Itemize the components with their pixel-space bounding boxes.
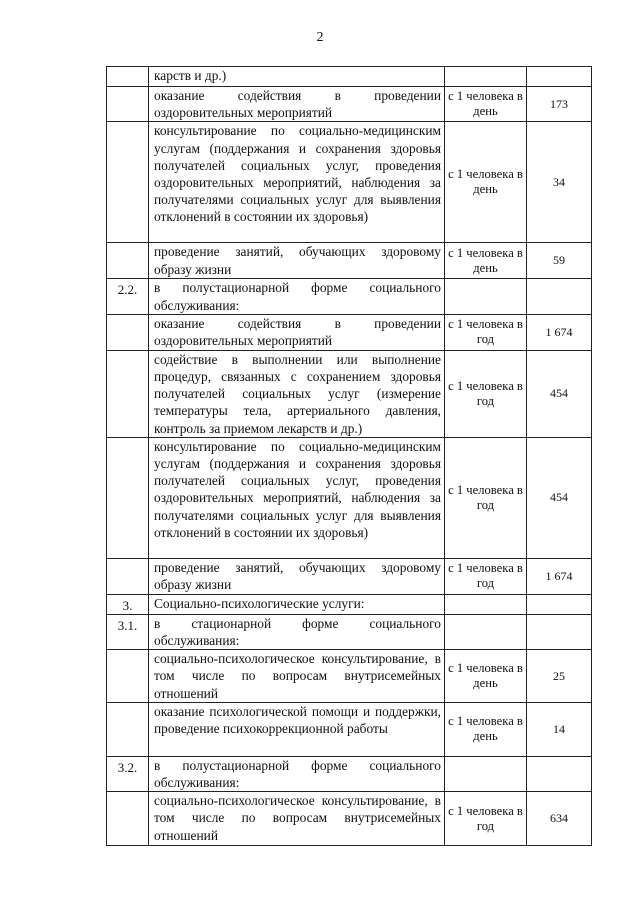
row-unit (445, 756, 527, 791)
row-unit: с 1 человека в день (445, 702, 527, 756)
row-number (107, 650, 149, 703)
row-unit: с 1 человека в день (445, 122, 527, 243)
row-value (527, 594, 592, 614)
row-value: 1 674 (527, 558, 592, 594)
row-value: 59 (527, 243, 592, 279)
row-number (107, 437, 149, 558)
page-number: 2 (316, 30, 324, 45)
row-description: содействие в выполнении или выполнение процедур, связанных с сохранением здоровья получателей социальных услуг (измерение температуры тела, артериального давления, контроль за приемом лекарств и др.) (149, 350, 445, 437)
row-value (527, 67, 592, 87)
row-number: 3.1. (107, 614, 149, 649)
row-unit: с 1 человека в год (445, 558, 527, 594)
row-value: 25 (527, 650, 592, 703)
row-unit: с 1 человека в год (445, 314, 527, 350)
services-table-body (107, 67, 592, 846)
row-description: проведение занятий, обучающих здоровому образу жизни (149, 243, 445, 279)
row-description: социально-психологическое консультирование, в том числе по вопросам внутрисемейных отношений (149, 792, 445, 846)
row-number (107, 314, 149, 350)
row-description: в полустационарной форме социального обслуживания: (149, 756, 445, 791)
table-row (107, 756, 592, 791)
row-number: 3. (107, 594, 149, 614)
row-value: 1 674 (527, 314, 592, 350)
row-number (107, 243, 149, 279)
row-number: 3.2. (107, 756, 149, 791)
row-value (527, 279, 592, 314)
row-number (107, 87, 149, 122)
row-number (107, 702, 149, 756)
row-description: Социально-психологические услуги: (149, 594, 445, 614)
row-number (107, 792, 149, 846)
row-value: 14 (527, 702, 592, 756)
row-description: консультирование по социально-медицинским услугам (поддержания и сохранения здоровья получателей социальных услуг, проведения оздоровительных мероприятий, наблюдения за получателями социальных услуг для выявления отклонений в состоянии их здоровья) (149, 437, 445, 558)
row-unit: с 1 человека в год (445, 437, 527, 558)
services-table (106, 66, 592, 846)
row-number: 2.2. (107, 279, 149, 314)
row-unit (445, 67, 527, 87)
table-row (107, 122, 592, 243)
row-description: оказание содействия в проведении оздоровительных мероприятий (149, 87, 445, 122)
row-value: 34 (527, 122, 592, 243)
row-description: оказание психологической помощи и поддержки, проведение психокоррекционной работы (149, 702, 445, 756)
table-row (107, 792, 592, 846)
table-row (107, 650, 592, 703)
row-number (107, 350, 149, 437)
row-value: 454 (527, 437, 592, 558)
table-row (107, 437, 592, 558)
row-description: оказание содействия в проведении оздоровительных мероприятий (149, 314, 445, 350)
row-value: 634 (527, 792, 592, 846)
row-unit: с 1 человека в день (445, 243, 527, 279)
row-unit (445, 614, 527, 649)
table-row (107, 558, 592, 594)
table-row (107, 594, 592, 614)
row-value: 454 (527, 350, 592, 437)
row-number (107, 558, 149, 594)
row-number (107, 67, 149, 87)
table-row (107, 314, 592, 350)
table-row (107, 243, 592, 279)
row-unit (445, 594, 527, 614)
row-unit: с 1 человека в год (445, 350, 527, 437)
row-unit: с 1 человека в день (445, 87, 527, 122)
row-value (527, 614, 592, 649)
row-description: карств и др.) (149, 67, 445, 87)
table-row (107, 702, 592, 756)
row-description: проведение занятий, обучающих здоровому образу жизни (149, 558, 445, 594)
row-number (107, 122, 149, 243)
row-unit (445, 279, 527, 314)
table-row (107, 279, 592, 314)
row-unit: с 1 человека в день (445, 650, 527, 703)
row-value (527, 756, 592, 791)
table-row (107, 67, 592, 87)
table-row (107, 614, 592, 649)
row-description: консультирование по социально-медицинским услугам (поддержания и сохранения здоровья получателей социальных услуг, проведения оздоровительных мероприятий, наблюдения за получателями социальных услуг для выявления отклонений в состоянии их здоровья) (149, 122, 445, 243)
table-row (107, 87, 592, 122)
row-description: социально-психологическое консультирование, в том числе по вопросам внутрисемейных отношений (149, 650, 445, 703)
row-description: в стационарной форме социального обслуживания: (149, 614, 445, 649)
row-value: 173 (527, 87, 592, 122)
row-unit: с 1 человека в год (445, 792, 527, 846)
table-row (107, 350, 592, 437)
row-description: в полустационарной форме социального обслуживания: (149, 279, 445, 314)
